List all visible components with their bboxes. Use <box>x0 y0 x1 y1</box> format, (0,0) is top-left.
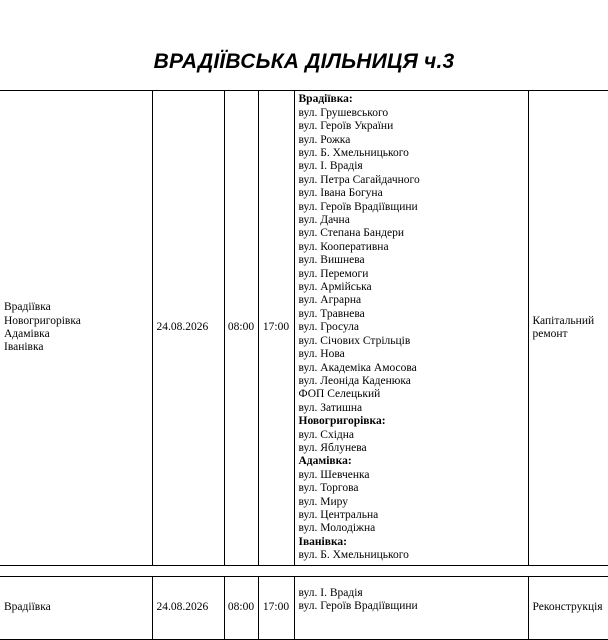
settlement-name: Врадіївка <box>4 601 51 614</box>
street-item: вул. Травнева <box>298 307 365 320</box>
settlement-name: Новогригорівка <box>4 314 81 327</box>
work-type-line: Капітальний <box>532 314 595 327</box>
street-item: вул. Миру <box>298 495 348 508</box>
street-item: вул. Степана Бандери <box>298 227 405 240</box>
table-row <box>0 91 608 566</box>
group-heading: Врадіївка: <box>298 93 353 106</box>
settlement-name: Врадіївка <box>4 301 51 314</box>
table-row <box>0 577 608 640</box>
end-time-cell: 17:00 <box>258 91 294 566</box>
start-time-cell: 08:00 <box>224 577 258 640</box>
street-item: вул. Яблунева <box>298 441 367 454</box>
street-item: вул. Грушевського <box>298 106 389 119</box>
outage-table-block-1 <box>0 90 608 566</box>
settlements-cell <box>0 91 152 566</box>
street-item: вул. Січових Стрільців <box>298 334 411 347</box>
settlements-cell <box>0 577 152 640</box>
section-title: ВРАДІЇВСЬКА ДІЛЬНИЦЯ ч.3 <box>153 50 455 73</box>
date-cell: 24.08.2026 <box>152 91 224 566</box>
street-item: вул. Аграрна <box>298 294 362 307</box>
street-item: вул. Гросула <box>298 321 360 334</box>
work-type-line: ремонт <box>532 328 568 340</box>
street-item: вул. Б. Хмельницького <box>298 549 409 562</box>
work-type-cell <box>528 577 608 640</box>
street-item: вул. Івана Богуна <box>298 187 383 200</box>
outage-table-block-2 <box>0 576 608 640</box>
street-item: вул. Центральна <box>298 508 379 521</box>
streets-cell <box>294 91 528 566</box>
settlement-name: Іванівка <box>4 341 44 354</box>
street-item: вул. Героїв Врадіївщини <box>298 200 418 213</box>
street-item: вул. Торгова <box>298 482 359 495</box>
street-item: вул. Б. Хмельницького <box>298 147 409 160</box>
street-item: вул. Леоніда Каденюка <box>298 374 411 387</box>
street-item: вул. Армійська <box>298 281 372 294</box>
street-item: вул. Рожка <box>298 133 351 146</box>
settlement-name: Адамівка <box>4 328 50 340</box>
street-item: вул. Нова <box>298 348 345 361</box>
street-item: вул. Дачна <box>298 214 350 227</box>
group-heading: Адамівка: <box>298 455 352 468</box>
street-item: вул. Затишна <box>298 401 363 414</box>
street-item: вул. Молодіжна <box>298 522 376 535</box>
street-item: вул. Героїв України <box>298 120 394 133</box>
streets-cell <box>294 577 528 640</box>
street-item: вул. Перемоги <box>298 267 369 280</box>
start-time-cell: 08:00 <box>224 91 258 566</box>
street-item: вул. Героїв Врадіївщини <box>298 600 418 613</box>
street-item: вул. Шевченка <box>298 468 370 481</box>
work-type-line: Реконструкція <box>532 601 603 614</box>
group-heading: Іванівка: <box>298 535 347 548</box>
street-item: вул. Петра Сагайдачного <box>298 173 420 186</box>
street-item: вул. І. Врадія <box>298 160 363 173</box>
street-item: ФОП Селецький <box>298 388 381 401</box>
street-item: вул. І. Врадія <box>298 587 363 599</box>
date-cell: 24.08.2026 <box>152 577 224 640</box>
work-type-cell <box>528 91 608 566</box>
street-item: вул. Кооперативна <box>298 240 389 253</box>
street-item: вул. Східна <box>298 428 354 441</box>
end-time-cell: 17:00 <box>258 577 294 640</box>
street-item: вул. Академіка Амосова <box>298 361 417 374</box>
street-item: вул. Вишнева <box>298 254 365 267</box>
group-heading: Новогригорівка: <box>298 415 386 428</box>
